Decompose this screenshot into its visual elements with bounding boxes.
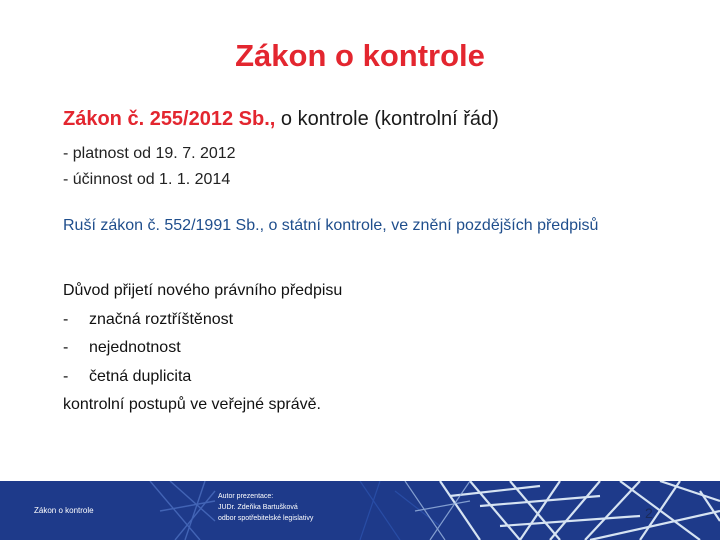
reason-item-label: nejednotnost (89, 339, 181, 356)
validity-date: - platnost od 19. 7. 2012 (63, 145, 236, 162)
reason-item (63, 363, 703, 392)
reason-closing: kontrolní postupů ve veřejné správě. (63, 396, 321, 413)
reason-heading: Důvod přijetí nového právního předpisu (63, 282, 343, 299)
reason-section (63, 277, 703, 420)
law-reference (63, 108, 703, 131)
slide-title: Zákon o kontrole (235, 38, 485, 73)
footer-author-info (218, 491, 313, 524)
bullet-dash: - (63, 339, 69, 356)
bullet-dash: - (63, 310, 69, 328)
reason-item-label: značná roztříštěnost (89, 310, 234, 328)
reason-item (63, 334, 703, 363)
effective-date: - účinnost od 1. 1. 2014 (63, 171, 231, 188)
law-name: o kontrole (kontrolní řád) (275, 108, 499, 130)
footer-graphic-decoration (0, 481, 720, 540)
bullet-dash: - (63, 367, 69, 385)
footer-presentation-name: Zákon o kontrole (34, 506, 94, 515)
author-label: Autor prezentace: (218, 493, 274, 500)
page-number: 2 (645, 505, 653, 521)
repeal-note: Ruší zákon č. 552/1991 Sb., o státní kontrole, ve znění pozdějších předpisů (63, 217, 599, 234)
author-department: odbor spotřebitelské legislativy (218, 515, 314, 522)
reason-item (63, 306, 703, 335)
author-name: JUDr. Zdeňka Bartušková (218, 504, 298, 511)
footer-bar (0, 481, 720, 540)
reason-item-label: četná duplicita (89, 367, 192, 385)
law-number: Zákon č. 255/2012 Sb., (63, 108, 276, 130)
slide-content (63, 108, 703, 420)
